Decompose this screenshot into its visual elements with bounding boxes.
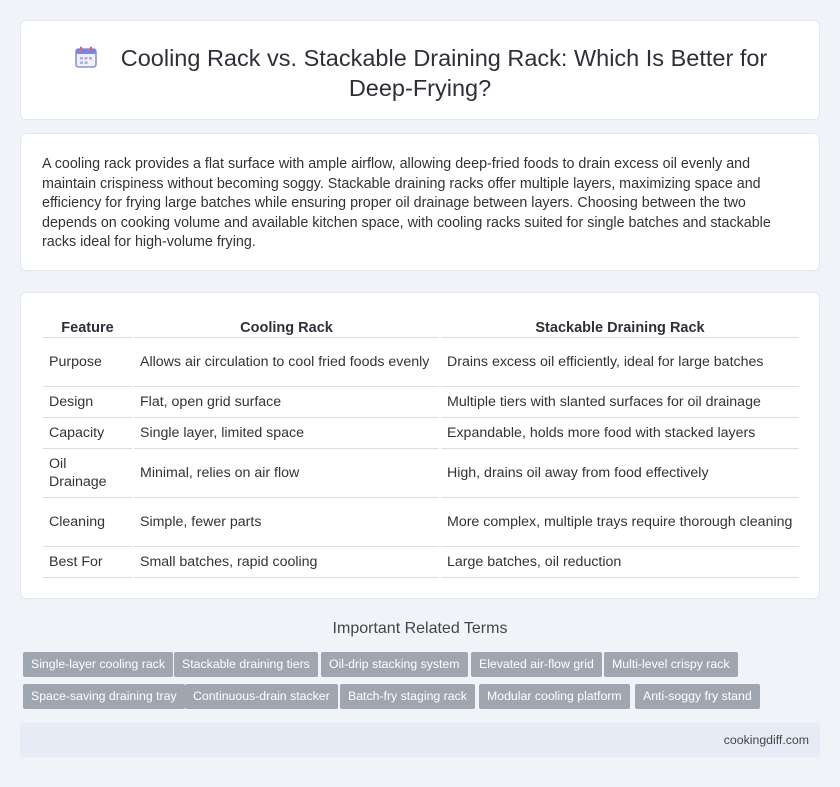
header-feature: Feature	[43, 315, 133, 337]
row-stackable: High, drains oil away from food effectively	[440, 448, 799, 497]
row-stackable: Expandable, holds more food with stacked layers	[440, 417, 799, 448]
row-cooling: Simple, fewer parts	[133, 497, 440, 546]
row-stackable: Drains excess oil efficiently, ideal for large batches	[440, 337, 799, 386]
table-row	[43, 386, 799, 417]
row-stackable: Large batches, oil reduction	[440, 546, 799, 577]
row-feature: Best For	[43, 546, 133, 577]
table-row	[43, 448, 799, 497]
row-cooling: Single layer, limited space	[133, 417, 440, 448]
term-tag[interactable]: Continuous-drain stacker	[185, 684, 338, 709]
header-stackable-rack: Stackable Draining Rack	[440, 315, 799, 337]
comparison-card	[20, 292, 820, 599]
table-row	[43, 546, 799, 577]
table-row	[43, 337, 799, 386]
intro-card	[20, 133, 820, 271]
table-row	[43, 497, 799, 546]
table-header-row	[43, 315, 799, 337]
row-cooling: Allows air circulation to cool fried foods evenly	[133, 337, 440, 386]
row-stackable: Multiple tiers with slanted surfaces for oil drainage	[440, 386, 799, 417]
term-tag[interactable]: Anti-soggy fry stand	[635, 684, 760, 709]
term-tag[interactable]: Batch-fry staging rack	[340, 684, 475, 709]
header-cooling-rack: Cooling Rack	[133, 315, 440, 337]
row-feature: Capacity	[43, 417, 133, 448]
row-feature: Purpose	[43, 337, 133, 386]
row-cooling: Flat, open grid surface	[133, 386, 440, 417]
page-title-block	[61, 43, 779, 103]
term-tag[interactable]: Single-layer cooling rack	[23, 652, 173, 677]
term-tag[interactable]: Elevated air-flow grid	[471, 652, 602, 677]
intro-paragraph: A cooling rack provides a flat surface with ample airflow, allowing deep-fried foods to drain excess oil evenly and maintain crispiness without becoming soggy. Stackable draining racks offer multiple layers, maximizing space and efficiency for frying large batches while ensuring proper oil drainage between layers. Choosing between the two depends on cooking volume and available kitchen space, with cooling racks suited for single batches and stackable racks ideal for high-volume frying.	[42, 156, 771, 251]
row-cooling: Minimal, relies on air flow	[133, 448, 440, 497]
term-tag[interactable]: Stackable draining tiers	[174, 652, 318, 677]
row-feature: Design	[43, 386, 133, 417]
term-tag[interactable]: Space-saving draining tray	[23, 684, 185, 709]
page-title: Cooling Rack vs. Stackable Draining Rack: Which Is Better for Deep-Frying?	[120, 45, 768, 101]
footer-site-link[interactable]: cookingdiff.com	[723, 733, 809, 747]
term-tag[interactable]: Multi-level crispy rack	[604, 652, 738, 677]
related-terms-heading: Important Related Terms	[332, 620, 508, 637]
term-tag[interactable]: Oil-drip stacking system	[321, 652, 468, 677]
comparison-table	[43, 315, 799, 578]
row-stackable: More complex, multiple trays require thorough cleaning	[440, 497, 799, 546]
table-row	[43, 417, 799, 448]
calendar-icon	[73, 44, 99, 70]
footer	[20, 723, 820, 757]
row-feature: Cleaning	[43, 497, 133, 546]
title-card	[20, 20, 820, 120]
row-cooling: Small batches, rapid cooling	[133, 546, 440, 577]
term-tag[interactable]: Modular cooling platform	[479, 684, 630, 709]
row-feature: Oil Drainage	[43, 448, 133, 497]
